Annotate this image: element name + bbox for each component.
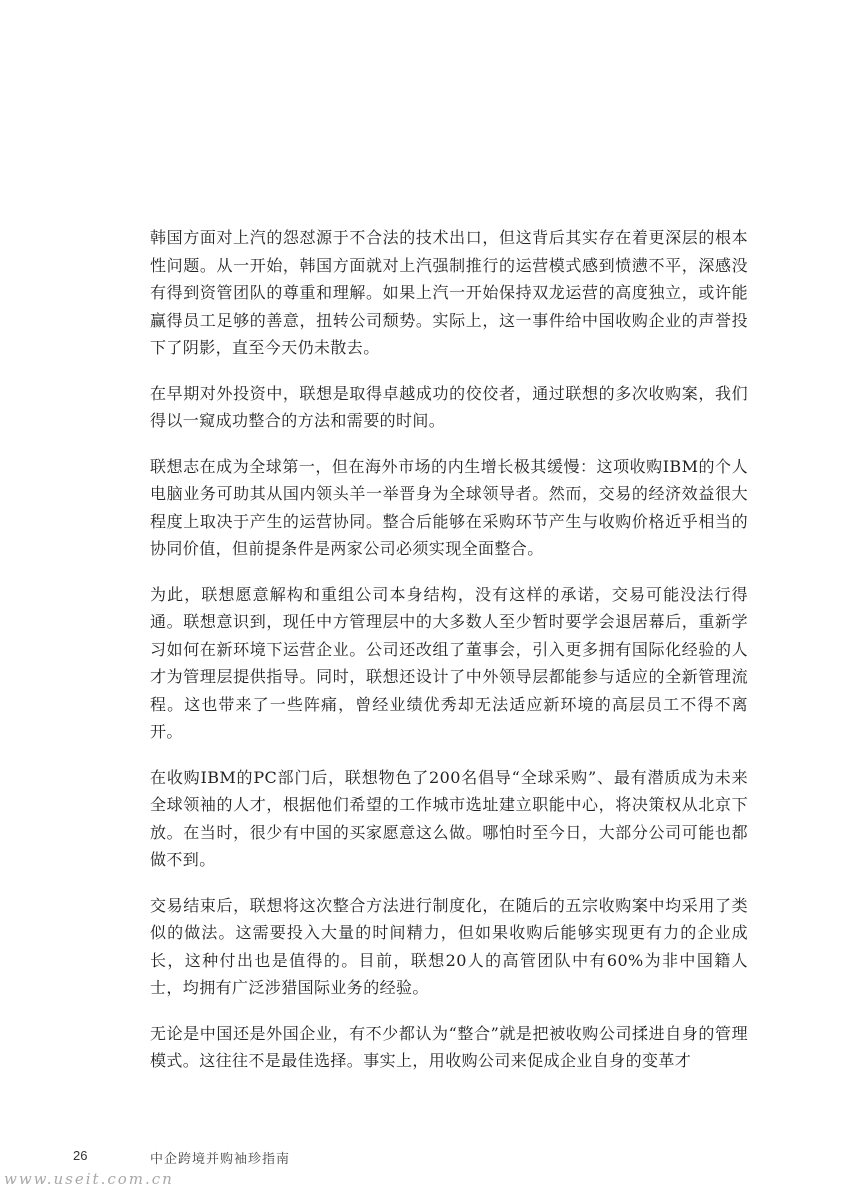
paragraph-3: 联想志在成为全球第一，但在海外市场的内生增长极其缓慢：这项收购IBM的个人电脑业务可助其从国内领头羊一举晋身为全球领导者。然而，交易的经济效益很大程度上取决于产生的运营协同。整合后能够在采购环节产生与收购价格近乎相当的协同价值，但前提条件是两家公司必须实现全面整合。 — [150, 456, 748, 558]
book-title: 中企跨境并购袖珍指南 — [150, 1152, 291, 1167]
paragraph-2: 在早期对外投资中，联想是取得卓越成功的佼佼者，通过联想的多次收购案，我们得以一窥成功整合的方法和需要的时间。 — [150, 383, 748, 430]
paragraph-1: 韩国方面对上汽的怨怼源于不合法的技术出口，但这背后其实存在着更深层的根本性问题。从一开始，韩国方面就对上汽强制推行的运营模式感到愤懑不平，深感没有得到资管团队的尊重和理解。如果上汽一开始保持双龙运营的高度独立，或许能赢得员工足够的善意，扭转公司颓势。实际上，这一事件给中国收购企业的声誉投下了阴影，直至今天仍未散去。 — [150, 228, 748, 357]
paragraph-6: 交易结束后，联想将这次整合方法进行制度化，在随后的五宗收购案中均采用了类似的做法。这需要投入大量的时间精力，但如果收购后能够实现更有力的企业成长，这种付出也是值得的。目前，联想20人的高管团队中有60%为非中国籍人士，均拥有广泛涉猎国际业务的经验。 — [150, 895, 748, 997]
paragraph-5: 在收购IBM的PC部门后，联想物色了200名倡导“全球采购”、最有潜质成为未来全球领袖的人才，根据他们希望的工作城市选址建立职能中心，将决策权从北京下放。在当时，很少有中国的买家愿意这么做。哪怕时至今日，大部分公司可能也都做不到。 — [150, 767, 748, 869]
article-body — [150, 224, 748, 1093]
watermark: www.useit.com.cn — [4, 1170, 174, 1188]
page-footer — [0, 1148, 857, 1195]
page-number: 26 — [73, 1148, 88, 1163]
paragraph-4: 为此，联想愿意解构和重组公司本身结构，没有这样的承诺，交易可能没法行得通。联想意识到，现任中方管理层中的大多数人至少暂时要学会退居幕后，重新学习如何在新环境下运营企业。公司还改组了董事会，引入更多拥有国际化经验的人才为管理层提供指导。同时，联想还设计了中外领导层都能参与适应的全新管理流程。这也带来了一些阵痛，曾经业绩优秀却无法适应新环境的高层员工不得不离开。 — [150, 584, 748, 741]
paragraph-7: 无论是中国还是外国企业，有不少都认为“整合”就是把被收购公司揉进自身的管理模式。这往往不是最佳选择。事实上，用收购公司来促成企业自身的变革才 — [150, 1023, 748, 1070]
